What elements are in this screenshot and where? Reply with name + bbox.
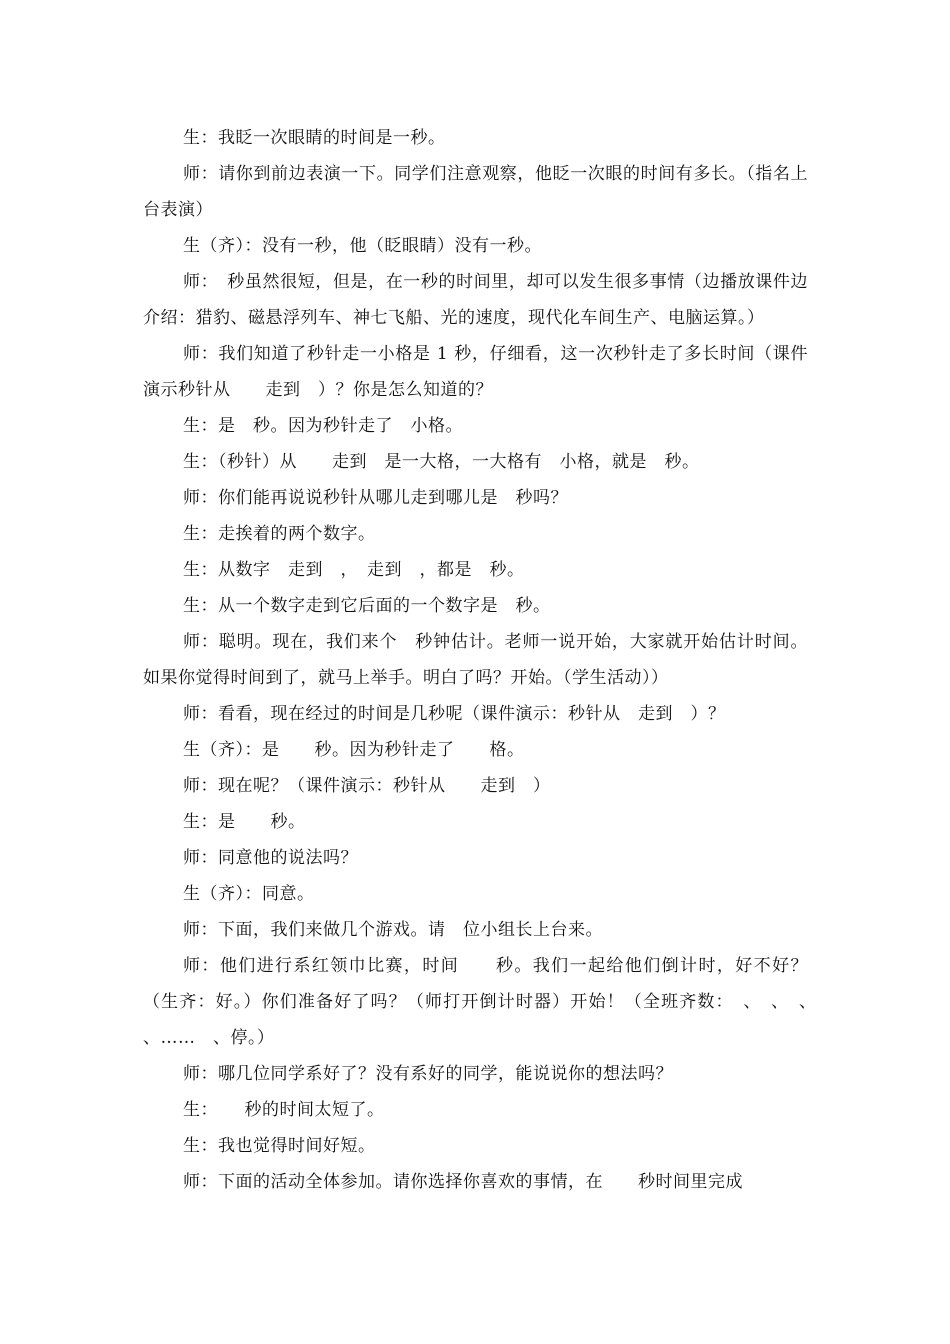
paragraph-1: 生：我眨一次眼睛的时间是一秒。 bbox=[183, 128, 446, 148]
paragraph-14: 生（齐）：是 秒。因为秒针走了 格。 bbox=[183, 740, 525, 760]
paragraph-19: 师：下面，我们来做几个游戏。请 位小组长上台来。 bbox=[183, 920, 603, 940]
paragraph-18: 生（齐）：同意。 bbox=[183, 884, 315, 904]
paragraph-13: 师：看看，现在经过的时间是几秒呢（课件演示：秒针从 走到 ）？ bbox=[183, 704, 726, 724]
paragraph-22: 生： 秒的时间太短了。 bbox=[183, 1100, 385, 1120]
paragraph-10: 生：从数字 走到 ， 走到 ，都是 秒。 bbox=[183, 560, 525, 580]
paragraph-9: 生：走挨着的两个数字。 bbox=[183, 524, 376, 544]
paragraph-12: 师：聪明。现在，我们来个 秒钟估计。老师一说开始，大家就开始估计时间。如果你觉得时间到了，就马上举手。明白了吗？开始。（学生活动）） bbox=[143, 632, 808, 688]
paragraph-24: 师：下面的活动全体参加。请你选择你喜欢的事情，在 秒时间里完成 bbox=[183, 1172, 743, 1192]
paragraph-7: 生：（秒针）从 走到 是一大格，一大格有 小格，就是 秒。 bbox=[183, 452, 700, 472]
paragraph-17: 师：同意他的说法吗？ bbox=[183, 848, 358, 868]
paragraph-2: 师：请你到前边表演一下。同学们注意观察，他眨一次眼的时间有多长。（指名上台表演） bbox=[143, 164, 808, 220]
lesson-transcript bbox=[143, 120, 826, 1200]
paragraph-11: 生：从一个数字走到它后面的一个数字是 秒。 bbox=[183, 596, 551, 616]
paragraph-5: 师：我们知道了秒针走一小格是 1 秒，仔细看，这一次秒针走了多长时间（课件演示秒针从 走到 ）？你是怎么知道的？ bbox=[143, 344, 808, 400]
paragraph-21: 师：哪几位同学系好了？没有系好的同学，能说说你的想法吗？ bbox=[183, 1064, 673, 1084]
paragraph-8: 师：你们能再说说秒针从哪儿走到哪儿是 秒吗？ bbox=[183, 488, 568, 508]
paragraph-4: 师： 秒虽然很短，但是，在一秒的时间里，却可以发生很多事情（边播放课件边介绍：猎豹、磁悬浮列车、神七飞船、光的速度，现代化车间生产、电脑运算。） bbox=[143, 272, 808, 328]
paragraph-20: 师：他们进行系红领巾比赛，时间 秒。我们一起给他们倒计时，好不好？（生齐：好。）你们准备好了吗？（师打开倒计时器）开始！（全班齐数： 、 、 、 、…… 、停。） bbox=[143, 956, 826, 1048]
paragraph-15: 师：现在呢？（课件演示：秒针从 走到 ） bbox=[183, 776, 551, 796]
paragraph-6: 生：是 秒。因为秒针走了 小格。 bbox=[183, 416, 463, 436]
paragraph-3: 生（齐）：没有一秒，他（眨眼睛）没有一秒。 bbox=[183, 236, 542, 256]
paragraph-23: 生：我也觉得时间好短。 bbox=[183, 1136, 376, 1156]
paragraph-16: 生：是 秒。 bbox=[183, 812, 306, 832]
